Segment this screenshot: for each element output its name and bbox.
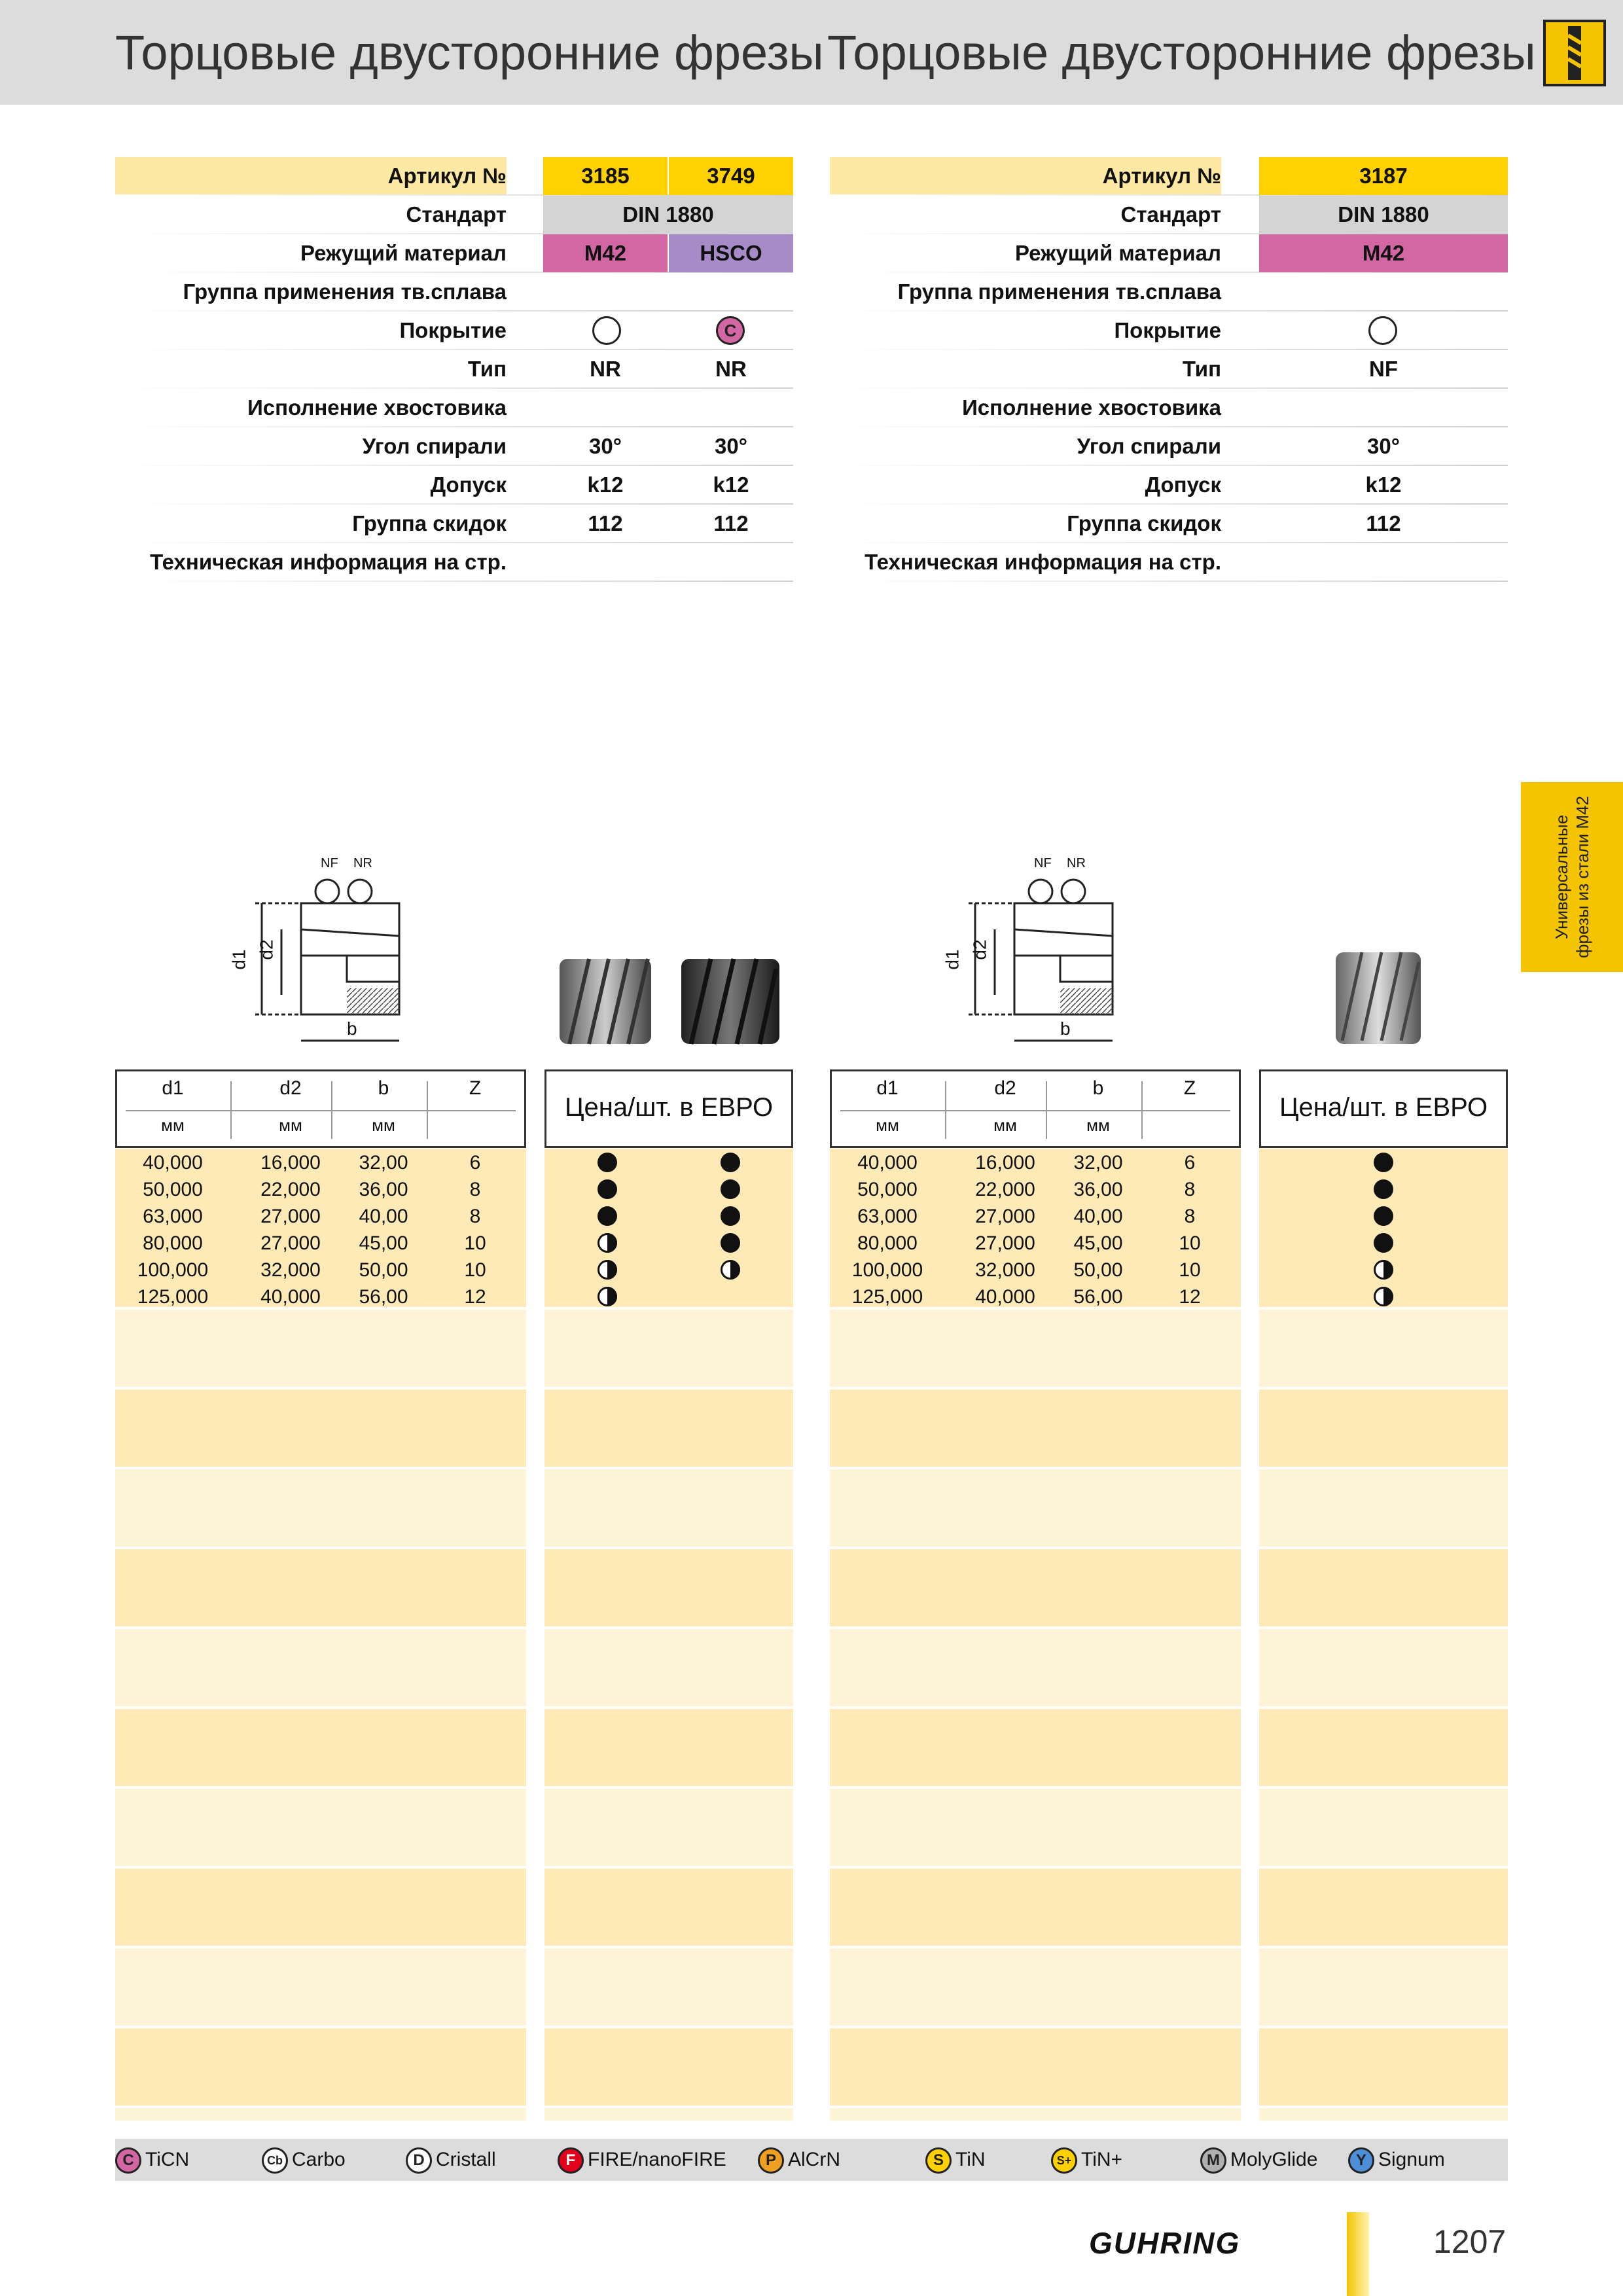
- filled-dot-icon: [597, 1179, 617, 1199]
- table-band: [830, 1469, 1241, 1547]
- discount-value: 112: [713, 511, 749, 535]
- table-band: [1259, 1390, 1508, 1467]
- table-cell: 27,000: [975, 1206, 1035, 1227]
- nr-label: NR: [353, 856, 372, 870]
- column-unit: мм: [372, 1115, 395, 1135]
- table-cell: 40,000: [143, 1152, 203, 1174]
- table-cell: 40,00: [1073, 1206, 1123, 1227]
- column-divider: [230, 1081, 232, 1139]
- standard-value: DIN 1880: [1259, 196, 1508, 234]
- table-cell: 32,00: [359, 1152, 408, 1174]
- spec-label-right: Группа применения тв.сплава: [897, 279, 1221, 304]
- table-cell: 56,00: [1073, 1286, 1123, 1308]
- spec-label-left: Угол спирали: [362, 434, 507, 458]
- table-band: [544, 1469, 793, 1547]
- cutter-drawing-left: [216, 851, 425, 1064]
- table-band: [830, 1310, 1241, 1387]
- table-cell: 63,000: [857, 1206, 918, 1227]
- header-divider: [840, 1110, 1230, 1111]
- legend-label: FIRE/nanoFIRE: [588, 2149, 726, 2170]
- filled-dot-icon: [1374, 1179, 1393, 1199]
- table-cell: 50,000: [143, 1179, 203, 1200]
- table-cell: 10: [464, 1232, 486, 1254]
- spec-label-left: Артикул №: [115, 157, 507, 195]
- table-band: [544, 1390, 793, 1467]
- coating-cb-icon: Cb: [262, 2147, 288, 2174]
- standard-value: DIN 1880: [543, 196, 793, 234]
- column-divider: [945, 1081, 946, 1139]
- spec-label-right: Стандарт: [1120, 202, 1221, 226]
- d1-label: d1: [228, 949, 249, 970]
- table-band: [830, 1709, 1241, 1786]
- spec-label-right: Группа скидок: [1067, 511, 1221, 535]
- table-band: [1259, 1629, 1508, 1706]
- column-unit: мм: [876, 1115, 899, 1135]
- coating-s-icon: S: [925, 2147, 952, 2174]
- filled-dot-icon: [721, 1153, 740, 1172]
- article-number: 3749: [669, 157, 793, 195]
- spec-label-right: Допуск: [1145, 473, 1221, 497]
- angle-value: 30°: [589, 434, 622, 458]
- legend-label: TiN+: [1081, 2149, 1123, 2170]
- half-dot-icon: [597, 1260, 617, 1280]
- column-header: d1: [162, 1077, 184, 1099]
- table-band: [830, 1869, 1241, 1946]
- filled-dot-icon: [721, 1206, 740, 1226]
- filled-dot-icon: [1374, 1233, 1393, 1253]
- table-cell: 125,000: [851, 1286, 923, 1308]
- table-band: [115, 2108, 526, 2121]
- table-cell: 50,00: [1073, 1259, 1123, 1281]
- table-cell: 63,000: [143, 1206, 203, 1227]
- table-band: [1259, 1709, 1508, 1786]
- table-band: [115, 1629, 526, 1706]
- table-band: [115, 1549, 526, 1626]
- cutter-photo-3185: [556, 949, 654, 1057]
- table-band: [830, 2108, 1241, 2121]
- table-cell: 32,00: [1073, 1152, 1123, 1174]
- table-band: [115, 1948, 526, 2026]
- table-cell: 10: [464, 1259, 486, 1281]
- tolerance-value: k12: [587, 473, 624, 497]
- column-header: d2: [279, 1077, 302, 1099]
- angle-value: 30°: [715, 434, 747, 458]
- spec-label-left: Группа скидок: [352, 511, 507, 535]
- filled-dot-icon: [597, 1153, 617, 1172]
- b-label: b: [347, 1018, 357, 1039]
- table-band: [544, 2108, 793, 2121]
- half-dot-icon: [1374, 1287, 1393, 1306]
- table-cell: 8: [469, 1179, 481, 1200]
- half-dot-icon: [597, 1287, 617, 1306]
- discount-value: 112: [1366, 511, 1401, 535]
- coating-c-icon: C: [115, 2147, 141, 2174]
- table-band: [1259, 1310, 1508, 1387]
- table-cell: 10: [1179, 1232, 1201, 1254]
- tolerance-value: k12: [713, 473, 749, 497]
- column-header: d1: [876, 1077, 899, 1099]
- table-band: [1259, 2028, 1508, 2106]
- table-band: [115, 1310, 526, 1387]
- spec-label-right: Артикул №: [830, 157, 1221, 195]
- table-band: [115, 1789, 526, 1866]
- column-header: Z: [469, 1077, 482, 1099]
- filled-dot-icon: [721, 1233, 740, 1253]
- side-tab-line-1: Универсальные: [1552, 814, 1571, 940]
- coating-d-icon: D: [406, 2147, 432, 2174]
- table-cell: 16,000: [260, 1152, 321, 1174]
- page-title-right: Торцовые двусторонние фрезы: [827, 26, 1536, 80]
- table-band: [544, 1629, 793, 1706]
- table-cell: 12: [464, 1286, 486, 1308]
- legend-item: [1348, 2139, 1445, 2181]
- table-band: [830, 2028, 1241, 2106]
- table-cell: 12: [1179, 1286, 1201, 1308]
- row-divider: [115, 581, 793, 582]
- table-cell: 50,000: [857, 1179, 918, 1200]
- spec-label-left: Исполнение хвостовика: [247, 395, 507, 420]
- article-number: 3185: [543, 157, 668, 195]
- table-cell: 27,000: [975, 1232, 1035, 1254]
- table-band: [544, 1549, 793, 1626]
- table-cell: 100,000: [137, 1259, 209, 1281]
- d1-label: d1: [942, 949, 963, 970]
- legend-item: [406, 2139, 496, 2181]
- side-tab-line-2: фрезы из стали M42: [1573, 796, 1592, 958]
- table-band: [115, 1390, 526, 1467]
- table-band: [830, 1390, 1241, 1467]
- filled-dot-icon: [721, 1179, 740, 1199]
- table-band: [1259, 1789, 1508, 1866]
- half-dot-icon: [721, 1260, 740, 1280]
- spec-label-right: Техническая информация на стр.: [865, 550, 1221, 574]
- spec-label-left: Режущий материал: [300, 241, 507, 265]
- table-band: [544, 1869, 793, 1946]
- filled-dot-icon: [1374, 1206, 1393, 1226]
- legend-label: AlCrN: [788, 2149, 840, 2170]
- table-cell: 40,00: [359, 1206, 408, 1227]
- table-band: [830, 1948, 1241, 2026]
- material-value: HSCO: [669, 234, 793, 272]
- legend-label: TiCN: [145, 2149, 190, 2170]
- table-band: [1259, 1149, 1508, 1307]
- column-divider: [1046, 1081, 1047, 1139]
- type-value: NR: [590, 357, 621, 381]
- table-cell: 32,000: [975, 1259, 1035, 1281]
- table-band: [544, 2028, 793, 2106]
- table-cell: 40,000: [857, 1152, 918, 1174]
- cutter-photo-3749: [678, 949, 783, 1057]
- column-unit: мм: [1086, 1115, 1110, 1135]
- legend-label: Cristall: [436, 2149, 496, 2170]
- table-cell: 45,00: [359, 1232, 408, 1254]
- article-number: 3187: [1259, 157, 1508, 195]
- empty-ring-icon: [592, 316, 621, 345]
- brand-logo: GUHRING: [1089, 2226, 1241, 2260]
- table-band: [544, 1789, 793, 1866]
- table-band: [1259, 1549, 1508, 1626]
- spec-label-left: Группа применения тв.сплава: [183, 279, 507, 304]
- page-number: 1207: [1433, 2223, 1507, 2260]
- header-divider: [126, 1110, 516, 1111]
- legend-item: [758, 2139, 840, 2181]
- spec-label-left: Тип: [467, 357, 507, 381]
- type-value: NF: [1369, 357, 1398, 381]
- spec-label-left: Покрытие: [399, 318, 507, 342]
- table-band: [544, 1149, 793, 1307]
- legend-item: [262, 2139, 346, 2181]
- spec-label-left: Стандарт: [406, 202, 507, 226]
- row-divider: [830, 581, 1508, 582]
- table-band: [115, 1469, 526, 1547]
- spec-label-left: Допуск: [430, 473, 507, 497]
- d2-label: d2: [256, 939, 277, 960]
- page-title-left: Торцовые двусторонние фрезы: [115, 26, 824, 80]
- table-band: [544, 1709, 793, 1786]
- table-cell: 32,000: [260, 1259, 321, 1281]
- material-value: M42: [1259, 234, 1508, 272]
- half-dot-icon: [597, 1233, 617, 1253]
- table-band: [1259, 2108, 1508, 2121]
- table-cell: 100,000: [851, 1259, 923, 1281]
- column-header: d2: [994, 1077, 1016, 1099]
- spec-label-right: Тип: [1182, 357, 1221, 381]
- table-cell: 6: [1184, 1152, 1196, 1174]
- legend-item: [1051, 2139, 1122, 2181]
- table-cell: 36,00: [359, 1179, 408, 1200]
- cutter-drawing-right: [929, 851, 1139, 1064]
- coating-legend: [115, 2139, 1508, 2181]
- table-cell: 22,000: [260, 1179, 321, 1200]
- table-band: [830, 1789, 1241, 1866]
- legend-label: Signum: [1378, 2149, 1445, 2170]
- table-cell: 80,000: [143, 1232, 203, 1254]
- half-dot-icon: [1374, 1260, 1393, 1280]
- table-cell: 45,00: [1073, 1232, 1123, 1254]
- discount-value: 112: [588, 511, 623, 535]
- legend-label: Carbo: [292, 2149, 346, 2170]
- filled-dot-icon: [597, 1206, 617, 1226]
- table-cell: 8: [469, 1206, 481, 1227]
- legend-item: [115, 2139, 189, 2181]
- legend-label: MolyGlide: [1230, 2149, 1318, 2170]
- d2-label: d2: [969, 939, 990, 960]
- table-band: [830, 1549, 1241, 1626]
- table-band: [1259, 1869, 1508, 1946]
- legend-item: [558, 2139, 726, 2181]
- table-band: [1259, 1948, 1508, 2026]
- footer-accent-bar: [1347, 2212, 1369, 2296]
- empty-ring-icon: [1368, 316, 1397, 345]
- legend-item: [925, 2139, 986, 2181]
- tolerance-value: k12: [1365, 473, 1402, 497]
- table-band: [115, 1709, 526, 1786]
- spec-label-right: Режущий материал: [1014, 241, 1221, 265]
- table-band: [115, 1869, 526, 1946]
- nr-label: NR: [1067, 856, 1086, 870]
- table-cell: 40,000: [260, 1286, 321, 1308]
- angle-value: 30°: [1367, 434, 1400, 458]
- spec-label-right: Угол спирали: [1077, 434, 1221, 458]
- column-unit: мм: [161, 1115, 185, 1135]
- table-band: [544, 1948, 793, 2026]
- table-band: [544, 1310, 793, 1387]
- coating-m-icon: M: [1200, 2147, 1226, 2174]
- column-divider: [1141, 1081, 1143, 1139]
- column-unit: мм: [279, 1115, 302, 1135]
- table-band: [830, 1629, 1241, 1706]
- table-cell: 8: [1184, 1179, 1196, 1200]
- coating-splus-icon: S+: [1051, 2147, 1077, 2174]
- table-cell: 8: [1184, 1206, 1196, 1227]
- table-cell: 6: [469, 1152, 481, 1174]
- table-band: [115, 2028, 526, 2106]
- column-divider: [427, 1081, 428, 1139]
- column-header: b: [378, 1077, 389, 1099]
- filled-dot-icon: [1374, 1153, 1393, 1172]
- table-cell: 27,000: [260, 1206, 321, 1227]
- legend-item: [1200, 2139, 1317, 2181]
- column-unit: мм: [993, 1115, 1017, 1135]
- section-side-tab: [1521, 782, 1623, 972]
- legend-label: TiN: [955, 2149, 986, 2170]
- coating-p-icon: P: [758, 2147, 784, 2174]
- table-cell: 50,00: [359, 1259, 408, 1281]
- spec-label-right: Покрытие: [1114, 318, 1221, 342]
- column-header: b: [1092, 1077, 1104, 1099]
- nf-label: NF: [1034, 856, 1052, 870]
- nf-label: NF: [321, 856, 338, 870]
- coating-c-icon: C: [716, 316, 745, 345]
- table-band: [1259, 1469, 1508, 1547]
- table-cell: 16,000: [975, 1152, 1035, 1174]
- spec-label-right: Исполнение хвостовика: [962, 395, 1221, 420]
- drill-logo-icon: [1543, 20, 1606, 86]
- table-cell: 56,00: [359, 1286, 408, 1308]
- table-cell: 36,00: [1073, 1179, 1123, 1200]
- coating-f-icon: F: [558, 2147, 584, 2174]
- price-header: Цена/шт. в ЕВРО: [1279, 1093, 1488, 1122]
- column-header: Z: [1183, 1077, 1196, 1099]
- column-divider: [331, 1081, 332, 1139]
- price-header: Цена/шт. в ЕВРО: [564, 1093, 774, 1122]
- coating-y-icon: Y: [1348, 2147, 1374, 2174]
- material-value: M42: [543, 234, 668, 272]
- table-cell: 10: [1179, 1259, 1201, 1281]
- table-cell: 27,000: [260, 1232, 321, 1254]
- table-cell: 40,000: [975, 1286, 1035, 1308]
- type-value: NR: [715, 357, 747, 381]
- table-cell: 80,000: [857, 1232, 918, 1254]
- b-label: b: [1060, 1018, 1071, 1039]
- table-cell: 22,000: [975, 1179, 1035, 1200]
- cutter-photo-3187: [1332, 942, 1424, 1057]
- spec-label-left: Техническая информация на стр.: [150, 550, 507, 574]
- table-cell: 125,000: [137, 1286, 209, 1308]
